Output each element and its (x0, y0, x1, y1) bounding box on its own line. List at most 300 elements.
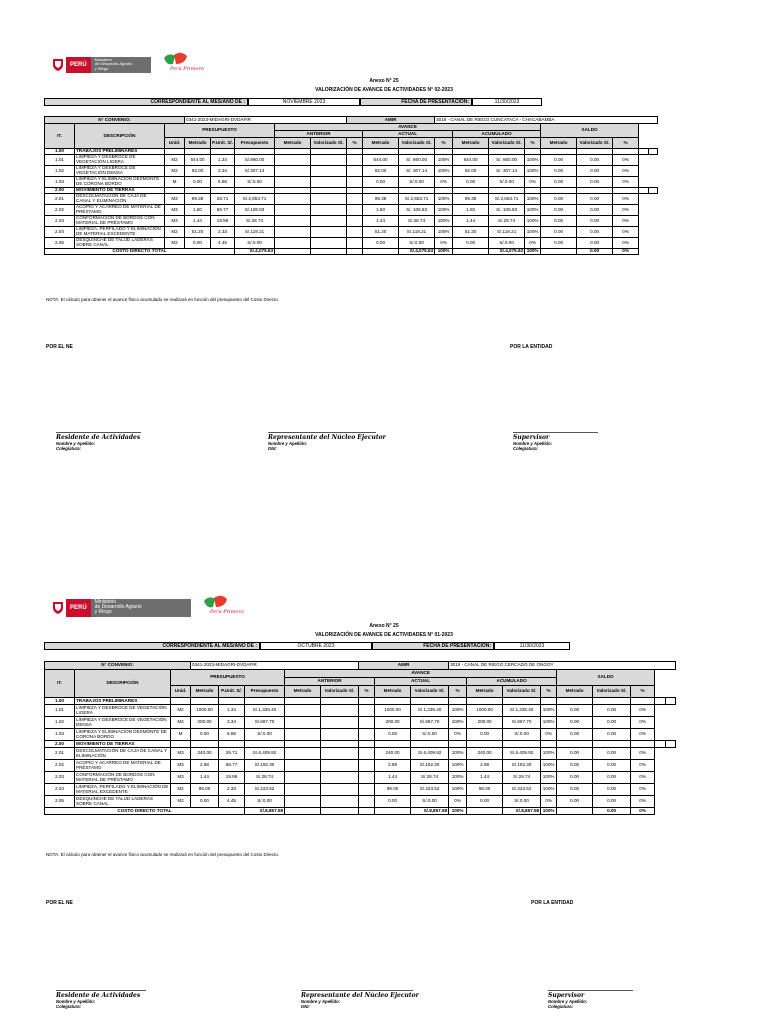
item-number: 2.04 (45, 227, 75, 238)
actual-metrado: 96.00 (375, 784, 411, 796)
col-header-saldo: SALDO (541, 124, 639, 138)
signature-field: Nombre y Apellido: (513, 441, 553, 446)
ministry-line: de Desarrollo Agrario (94, 604, 142, 610)
acumulado-metrado: 1000.00 (467, 705, 503, 717)
acumulado-metrado: 1.60 (453, 205, 489, 216)
signature-resident (56, 432, 141, 451)
saldo-percent: 0% (631, 772, 655, 784)
col-header-unid: Unid. (171, 686, 191, 698)
empty-cell (648, 149, 657, 155)
empty-cell (593, 698, 631, 705)
empty-cell (631, 698, 655, 705)
empty-cell (467, 741, 503, 748)
header-logos (49, 50, 204, 79)
item-budget: S/.192.30 (245, 760, 285, 772)
saldo-metrado: 0.00 (557, 717, 593, 729)
total-acumulado-percent: 100% (525, 249, 541, 255)
item-budget: S/.223.52 (245, 784, 285, 796)
empty-cell (631, 741, 655, 748)
saldo-metrado: 0.00 (557, 760, 593, 772)
saldo-metrado: 0.00 (541, 177, 577, 188)
saldo-percent: 0% (613, 177, 639, 188)
empty-cell (245, 741, 285, 748)
empty-cell (191, 698, 219, 705)
item-description: CONFORMACIÓN DE BORDOS CON MATERIAL DE PRÉSTAMO (75, 216, 165, 227)
convenio-value: 0341-2023-MIDAGRI-DVDAFIR (185, 117, 347, 124)
col-header-percent: % (449, 686, 467, 698)
empty-cell (347, 249, 363, 255)
signature-field: DNI: (301, 1004, 310, 1009)
saldo-metrado: 0.00 (557, 729, 593, 741)
actual-percent: 100% (435, 216, 453, 227)
actual-percent: 100% (435, 194, 453, 205)
acumulado-metrado: 200.00 (467, 717, 503, 729)
item-metrado: 1.44 (191, 772, 219, 784)
item-description: LIMPIEZA Y ELIMINACION DESMONTE DE CORONA BORDO (75, 729, 171, 741)
empty-cell (245, 698, 285, 705)
col-header-acumulado: ACUMULADO (453, 131, 541, 138)
left-party-label: POR EL NE (46, 344, 73, 350)
actual-valorizado: S/.0.00 (411, 729, 449, 741)
table-row (45, 194, 658, 205)
item-metrado: 96.00 (191, 784, 219, 796)
col-header-unid: Unid. (165, 138, 185, 149)
empty-cell (219, 698, 245, 705)
actual-percent: 100% (449, 772, 467, 784)
col-header-metrado: Metrado (191, 686, 219, 698)
item-metrado: 1.44 (185, 216, 211, 227)
item-budget: S/.28.74 (235, 216, 275, 227)
actual-percent: 100% (449, 705, 467, 717)
actual-valorizado: S/.0.00 (399, 177, 435, 188)
empty-cell (655, 741, 665, 748)
actual-valorizado: S/.28.74 (399, 216, 435, 227)
valuation-title: VALORIZACIÓN DE AVANCE DE ACTIVIDADES N° 01-2023 (315, 632, 453, 638)
government-logo (49, 599, 191, 617)
anterior-metrado (275, 238, 311, 249)
col-header-percent: % (359, 686, 375, 698)
total-actual-percent: 100% (449, 808, 467, 815)
item-unit-price: 66.77 (219, 760, 245, 772)
signature-field: Nombre y Apellido: (301, 999, 341, 1004)
saldo-metrado: 0.00 (557, 772, 593, 784)
acumulado-valorizado: S/. 860.00 (489, 155, 525, 166)
right-party-label: POR LA ENTIDAD (531, 900, 574, 906)
saldo-valorizado: 0.00 (593, 772, 631, 784)
item-metrado: 0.00 (191, 796, 219, 808)
actual-percent: 100% (449, 717, 467, 729)
item-unit-price: 1.34 (219, 705, 245, 717)
total-saldo-valorizado: 0.00 (577, 249, 613, 255)
table-row (45, 717, 676, 729)
acumulado-metrado: 0.00 (467, 796, 503, 808)
actual-percent: 100% (435, 227, 453, 238)
item-unit-price: 66.77 (211, 205, 235, 216)
item-unit: M2 (165, 227, 185, 238)
amir-value: 3018 - CANAL DE RIEGO CUNCATACA - CHACABAMBA (435, 117, 658, 124)
col-header-it: IT. (45, 670, 75, 698)
empty-cell (655, 698, 665, 705)
ministry-name (91, 599, 191, 617)
signature-representative (268, 432, 386, 451)
item-budget: S/.0.00 (235, 238, 275, 249)
anterior-percent (347, 194, 363, 205)
total-label: COSTO DIRECTO TOTAL (45, 249, 235, 255)
item-metrado: 2.88 (191, 760, 219, 772)
total-row (45, 249, 658, 255)
actual-valorizado: S/.0.00 (399, 238, 435, 249)
actual-valorizado: S/.2,653.71 (399, 194, 435, 205)
col-header-avance: AVANCE (275, 124, 541, 131)
item-metrado: 99.38 (185, 194, 211, 205)
ministry-line: Ministerio (94, 56, 112, 62)
period-value: NOVIEMBRE 2023 (248, 98, 360, 106)
acumulado-percent: 0% (525, 177, 541, 188)
saldo-valorizado: 0.00 (577, 177, 613, 188)
date-label: FECHA DE PRESENTACIÓN: (360, 98, 472, 106)
item-number: 1.03 (45, 729, 75, 741)
col-header-acumulado: ACUMULADO (467, 678, 557, 686)
total-actual-valorizado: S/.8,857.58 (411, 808, 449, 815)
anterior-percent (347, 238, 363, 249)
actual-valorizado: S/. 106.83 (399, 205, 435, 216)
acumulado-percent: 100% (525, 216, 541, 227)
actual-percent: 0% (435, 177, 453, 188)
saldo-valorizado: 0.00 (593, 717, 631, 729)
empty-cell (191, 741, 219, 748)
acumulado-valorizado: S/.667.70 (503, 717, 541, 729)
anterior-percent (347, 177, 363, 188)
total-acumulado-valorizado: S/.8,857.58 (503, 808, 541, 815)
saldo-valorizado: 0.00 (577, 155, 613, 166)
saldo-percent: 0% (631, 748, 655, 760)
signature-role: Residente de Actividades (56, 992, 141, 999)
signature-line (548, 990, 633, 991)
ministry-line: y Riego (94, 609, 112, 615)
saldo-metrado: 0.00 (541, 227, 577, 238)
anterior-valorizado (321, 729, 359, 741)
col-header-metrado: Metrado (185, 138, 211, 149)
item-description: DESCOLMATACIÓN DE CAJA DE CANAL Y ELIMINACIÓN (75, 748, 171, 760)
item-number: 2.04 (45, 784, 75, 796)
actual-percent: 100% (449, 760, 467, 772)
item-unit-price: 3.34 (219, 717, 245, 729)
col-header-valorizado: Valorizado S/. (311, 138, 347, 149)
item-unit: M2 (165, 166, 185, 177)
empty-cell (219, 741, 245, 748)
item-unit-price: 3.34 (211, 166, 235, 177)
saldo-percent: 0% (613, 155, 639, 166)
signature-field: Colegiatura: (56, 446, 82, 451)
col-header-saldo: SALDO (557, 670, 655, 686)
actual-valorizado: S/.6,409.92 (411, 748, 449, 760)
total-label: COSTO DIRECTO TOTAL (45, 808, 245, 815)
anterior-metrado (275, 155, 311, 166)
item-number: 1.03 (45, 177, 75, 188)
item-unit-price: 26.71 (211, 194, 235, 205)
empty-cell (359, 698, 375, 705)
item-unit-price: 4.45 (219, 796, 245, 808)
saldo-metrado: 0.00 (557, 705, 593, 717)
empty-cell (285, 808, 321, 815)
empty-cell (639, 188, 648, 194)
acumulado-metrado: 1.44 (467, 772, 503, 784)
country-label: PERÚ (66, 599, 91, 617)
item-number: 1.00 (45, 149, 75, 155)
empty-cell (311, 249, 347, 255)
acumulado-percent: 100% (525, 194, 541, 205)
empty-cell (467, 698, 503, 705)
total-budget: S/.4,075.63 (235, 249, 275, 255)
anterior-metrado (275, 216, 311, 227)
empty-cell (285, 741, 321, 748)
empty-cell (363, 249, 399, 255)
empty-cell (639, 149, 648, 155)
brand-text: Perú Primero (169, 66, 204, 72)
empty-cell (171, 698, 191, 705)
acumulado-valorizado: S/.0.00 (503, 796, 541, 808)
signature-field: Nombre y Apellido: (56, 999, 96, 1004)
acumulado-valorizado: S/.0.00 (503, 729, 541, 741)
empty-cell (557, 741, 593, 748)
acumulado-percent: 0% (525, 238, 541, 249)
table-row (45, 227, 658, 238)
col-header-percent: % (541, 686, 557, 698)
anterior-valorizado (311, 177, 347, 188)
section-title: MOVIMIENTO DE TIERRAS (75, 741, 171, 748)
item-unit-price: 6.88 (211, 177, 235, 188)
acumulado-metrado: 99.38 (453, 194, 489, 205)
anterior-metrado (275, 177, 311, 188)
convenio-label: N° CONVENIO: (45, 117, 185, 124)
item-metrado: 1.60 (185, 205, 211, 216)
item-unit: M3 (165, 194, 185, 205)
acumulado-valorizado: S/.6,409.92 (503, 748, 541, 760)
item-unit: M2 (171, 784, 191, 796)
anterior-valorizado (321, 717, 359, 729)
actual-percent: 100% (435, 166, 453, 177)
item-unit: M2 (171, 705, 191, 717)
saldo-metrado: 0.00 (541, 205, 577, 216)
signature-role: Representante del Núcleo Ejecutor (268, 434, 386, 441)
total-budget: S/.8,857.58 (245, 808, 285, 815)
amir-value: 3019 - CANAL DE RIEGO CERCADO DE ONGOY (449, 662, 676, 670)
anterior-percent (347, 205, 363, 216)
peru-primero-logo (161, 50, 204, 79)
empty-cell (359, 741, 375, 748)
item-unit: M (171, 729, 191, 741)
col-header-presup: Presupuesto (245, 686, 285, 698)
item-unit: M3 (171, 748, 191, 760)
empty-cell (557, 808, 593, 815)
period-label: CORRESPONDIENTE AL MES/AÑO DE : (44, 98, 248, 106)
saldo-valorizado: 0.00 (593, 705, 631, 717)
signature-role: Supervisor (548, 992, 585, 999)
signature-representative (301, 990, 419, 1009)
anterior-percent (359, 760, 375, 772)
acumulado-valorizado: S/. 307.14 (489, 166, 525, 177)
anterior-valorizado (311, 205, 347, 216)
signature-line (513, 432, 598, 433)
header-logos (49, 593, 244, 622)
header-row (45, 670, 676, 678)
col-header-punit: P.Unit. S/. (219, 686, 245, 698)
actual-metrado: 1000.00 (375, 705, 411, 717)
empty-cell (541, 249, 577, 255)
item-budget: S/.307.14 (235, 166, 275, 177)
item-number: 1.00 (45, 698, 75, 705)
anterior-metrado (285, 729, 321, 741)
item-unit: M2 (171, 796, 191, 808)
col-header-metrado: Metrado (363, 138, 399, 149)
item-unit-price: 4.45 (211, 238, 235, 249)
item-unit: M3 (171, 772, 191, 784)
signature-field: Colegiatura: (56, 1004, 82, 1009)
empty-cell (321, 808, 359, 815)
empty-cell (541, 741, 557, 748)
item-metrado: 51.20 (185, 227, 211, 238)
saldo-metrado: 0.00 (557, 784, 593, 796)
col-header-valorizado: Valorizado S/. (577, 138, 613, 149)
signature-line (301, 990, 413, 991)
signature-field: DNI: (268, 446, 277, 451)
col-header-valorizado: Valorizado S/. (593, 686, 631, 698)
acumulado-valorizado: S/.192.30 (503, 760, 541, 772)
item-metrado: 92.00 (185, 166, 211, 177)
saldo-valorizado: 0.00 (577, 216, 613, 227)
annex-number: Anexo N° 25 (369, 78, 399, 84)
item-description: ACOPIO Y ACARREO DE MATERIAL DE PRÉSTAMO (75, 205, 165, 216)
acumulado-metrado: 1.44 (453, 216, 489, 227)
item-description: DESCOLMATACIÓN DE CAJA DE CANAL Y ELIMINACIÓN (75, 194, 165, 205)
actual-metrado: 0.00 (363, 238, 399, 249)
signature-field: Colegiatura: (513, 446, 539, 451)
anterior-metrado (275, 227, 311, 238)
table-row (45, 784, 676, 796)
actual-valorizado: S/. 307.14 (399, 166, 435, 177)
item-number: 2.05 (45, 796, 75, 808)
anterior-percent (347, 166, 363, 177)
signature-line (56, 990, 146, 991)
acumulado-metrado: 51.20 (453, 227, 489, 238)
valuation-sheet-1 (0, 0, 768, 500)
item-number: 1.02 (45, 717, 75, 729)
anterior-valorizado (311, 155, 347, 166)
actual-metrado: 2.88 (375, 760, 411, 772)
item-unit: M3 (165, 216, 185, 227)
coat-of-arms-icon (49, 57, 66, 73)
actual-percent: 100% (435, 155, 453, 166)
saldo-valorizado: 0.00 (577, 227, 613, 238)
acumulado-valorizado: S/.1,335.40 (503, 705, 541, 717)
item-unit: M2 (165, 155, 185, 166)
convenio-label: N° CONVENIO: (45, 662, 191, 670)
empty-cell (359, 808, 375, 815)
acumulado-metrado: 0.00 (453, 177, 489, 188)
item-number: 2.03 (45, 772, 75, 784)
anterior-percent (359, 729, 375, 741)
saldo-valorizado: 0.00 (577, 166, 613, 177)
country-label: PERÚ (66, 57, 91, 73)
empty-cell (321, 741, 359, 748)
item-description: CONFORMACIÓN DE BORDOS CON MATERIAL DE PRÉSTAMO (75, 772, 171, 784)
item-number: 2.02 (45, 760, 75, 772)
saldo-metrado: 0.00 (541, 216, 577, 227)
table-row (45, 796, 676, 808)
saldo-percent: 0% (613, 194, 639, 205)
saldo-metrado: 0.00 (541, 238, 577, 249)
actual-valorizado: S/. 860.00 (399, 155, 435, 166)
actual-metrado: 1.44 (363, 216, 399, 227)
col-header-valorizado: Valorizado S/. (321, 686, 359, 698)
col-header-valorizado: Valorizado S/. (489, 138, 525, 149)
period-value: OCTUBRE 2023 (260, 642, 372, 650)
col-header-percent: % (525, 138, 541, 149)
item-budget: S/.860.00 (235, 155, 275, 166)
anterior-percent (347, 155, 363, 166)
saldo-percent: 0% (613, 238, 639, 249)
signature-field: Colegiatura: (548, 1004, 574, 1009)
table-row (45, 729, 676, 741)
period-label: CORRESPONDIENTE AL MES/AÑO DE : (44, 642, 260, 650)
acumulado-percent: 100% (525, 227, 541, 238)
section-title: TRABAJOS PRELIMINARES (75, 698, 171, 705)
item-budget: S/.2,653.71 (235, 194, 275, 205)
item-budget: S/.6,409.92 (245, 748, 285, 760)
actual-percent: 100% (435, 205, 453, 216)
item-number: 2.00 (45, 741, 75, 748)
col-header-metrado: Metrado (557, 686, 593, 698)
empty-cell (275, 249, 311, 255)
anterior-valorizado (311, 194, 347, 205)
item-description: LIMPIEZA, PERFILADO Y ELIMINACIÓN DE MATERIAL EXCEDENTE (76, 783, 169, 794)
empty-cell (453, 249, 489, 255)
anterior-valorizado (321, 784, 359, 796)
saldo-valorizado: 0.00 (577, 194, 613, 205)
acumulado-percent: 100% (541, 717, 557, 729)
item-description: LIMPIEZA Y DESBROCE DE VEGETACIÓN LIGERA (75, 705, 171, 717)
signature-resident (56, 990, 146, 1009)
anterior-valorizado (321, 796, 359, 808)
saldo-valorizado: 0.00 (593, 796, 631, 808)
table-row (45, 205, 658, 216)
col-header-descripcion: DESCRIPCIÓN (75, 670, 171, 698)
col-header-presupuesto: PRESUPUESTO (171, 670, 285, 686)
item-description: ACOPIO Y ACARREO DE MATERIAL DE PRÉSTAMO (75, 760, 171, 772)
acumulado-percent: 100% (525, 155, 541, 166)
item-metrado: 240.00 (191, 748, 219, 760)
item-metrado: 0.00 (185, 177, 211, 188)
actual-percent: 100% (449, 748, 467, 760)
actual-metrado: 92.00 (363, 166, 399, 177)
anterior-percent (347, 227, 363, 238)
actual-metrado: 1.44 (375, 772, 411, 784)
anterior-metrado (285, 784, 321, 796)
table-row (45, 216, 658, 227)
signature-supervisor (548, 990, 633, 1009)
actual-metrado: 0.00 (363, 177, 399, 188)
item-number: 2.03 (45, 216, 75, 227)
col-header-metrado: Metrado (285, 686, 321, 698)
item-unit: M3 (165, 205, 185, 216)
item-unit-price: 2.33 (211, 227, 235, 238)
actual-metrado: 240.00 (375, 748, 411, 760)
acumulado-valorizado: S/. 106.83 (489, 205, 525, 216)
item-budget: S/.0.00 (235, 177, 275, 188)
anterior-percent (359, 796, 375, 808)
anterior-metrado (285, 705, 321, 717)
item-budget: S/.106.83 (235, 205, 275, 216)
